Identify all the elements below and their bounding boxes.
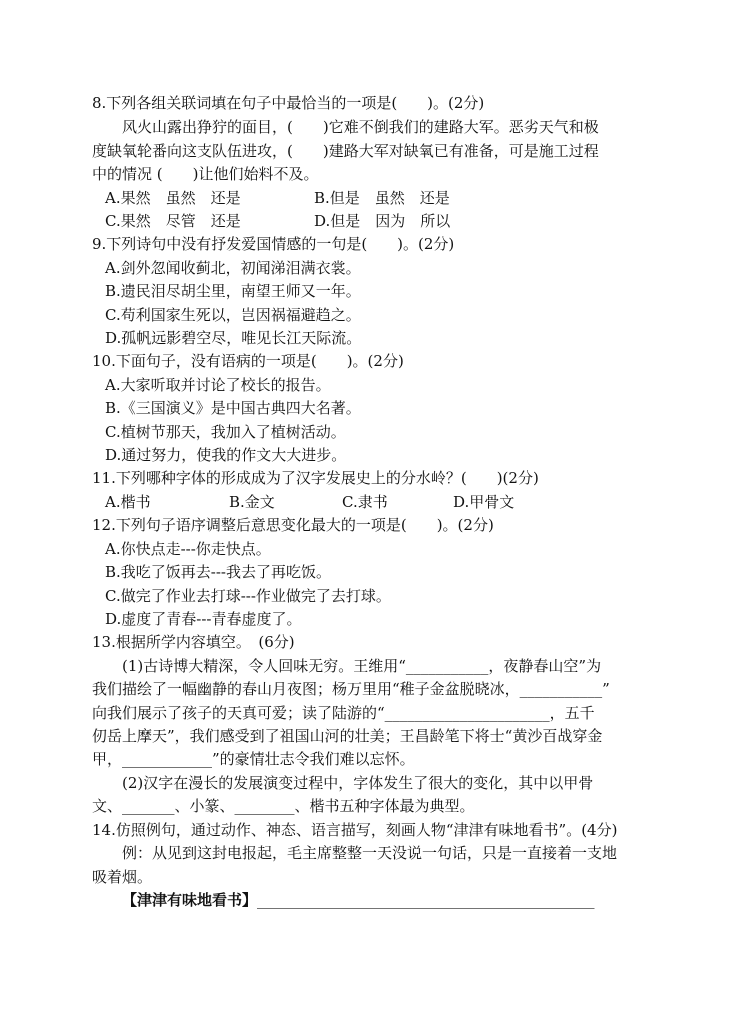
q9-option-b: B.遗民泪尽胡尘里，南望王师又一年。 bbox=[105, 282, 361, 300]
q11-stem: 11.下列哪种字体的形成成为了汉字发展史上的分水岭？( )(2分) bbox=[92, 469, 539, 487]
q14-answer-blank[interactable]: _____________________________________________ bbox=[257, 891, 595, 909]
q8-option-b: B.但是 虽然 还是 bbox=[314, 189, 450, 207]
q14-example-line: 吸着烟。 bbox=[92, 868, 153, 886]
q13-part2-line: 文、_______、小篆、________、楷书五种字体最为典型。 bbox=[92, 797, 475, 815]
q8-option-d: D.但是 因为 所以 bbox=[314, 212, 451, 230]
q13-part1-line: 我们描绘了一幅幽静的春山月夜图；杨万里用“稚子金盆脱晓冰，___________” bbox=[92, 680, 610, 698]
q8-passage-line: 中的情况 ( )让他们始料不及。 bbox=[92, 165, 319, 183]
q10-stem: 10.下面句子，没有语病的一项是( )。(2分) bbox=[92, 352, 404, 370]
q13-part1-line: 向我们展示了孩子的天真可爱；读了陆游的“______________________，五千 bbox=[92, 704, 595, 722]
q8-option-c: C.果然 尽管 还是 bbox=[105, 212, 241, 230]
q9-option-d: D.孤帆远影碧空尽，唯见长江天际流。 bbox=[105, 329, 362, 347]
q10-option-c: C.植树节那天，我加入了植树活动。 bbox=[105, 423, 346, 441]
q8-option-a: A.果然 虽然 还是 bbox=[105, 189, 241, 207]
q13-part1-line: 甲，____________”的豪情壮志令我们难以忘怀。 bbox=[92, 750, 415, 768]
q12-stem: 12.下列句子语序调整后意思变化最大的一项是( )。(2分) bbox=[92, 516, 494, 534]
q9-option-a: A.剑外忽闻收蓟北，初闻涕泪满衣裳。 bbox=[105, 259, 361, 277]
q9-stem: 9.下列诗句中没有抒发爱国情感的一句是( )。(2分) bbox=[92, 235, 455, 253]
q14-answer-row bbox=[122, 889, 595, 911]
q12-option-a: A.你快点走---你走快点。 bbox=[105, 540, 271, 558]
q12-option-b: B.我吃了饭再去---我去了再吃饭。 bbox=[105, 563, 331, 581]
q13-part1-line: 仞岳上摩天”，我们感受到了祖国山河的壮美；王昌龄笔下将士“黄沙百战穿金 bbox=[92, 727, 603, 745]
q14-answer-label: 【津津有味地看书】 bbox=[122, 891, 258, 909]
q13-stem: 13.根据所学内容填空。 (6分) bbox=[92, 633, 295, 651]
q9-option-c: C.苟利国家生死以，岂因祸福避趋之。 bbox=[105, 306, 361, 324]
q12-option-d: D.虚度了青春---青春虚度了。 bbox=[105, 610, 302, 628]
q11-option-c: C.隶书 bbox=[342, 493, 388, 511]
q8-passage-line: 风火山露出狰狞的面目，( )它难不倒我们的建路大军。恶劣天气和极 bbox=[122, 118, 599, 136]
q11-option-a: A.楷书 bbox=[105, 493, 151, 511]
q12-option-c: C.做完了作业去打球---作业做完了去打球。 bbox=[105, 587, 391, 605]
q11-option-b: B.金文 bbox=[229, 493, 275, 511]
q14-stem: 14.仿照例句，通过动作、神态、语言描写，刻画人物“津津有味地看书”。(4分) bbox=[92, 821, 618, 839]
q8-passage-line: 度缺氧轮番向这支队伍进攻，( )建路大军对缺氧已有准备，可是施工过程 bbox=[92, 142, 599, 160]
q14-example-line: 例：从见到这封电报起，毛主席整整一天没说一句话，只是一直接着一支地 bbox=[122, 844, 618, 862]
q8-stem: 8.下列各组关联词填在句子中最恰当的一项是( )。(2分) bbox=[92, 94, 485, 112]
q10-option-b: B.《三国演义》是中国古典四大名著。 bbox=[105, 399, 361, 417]
q11-option-d: D.甲骨文 bbox=[453, 493, 515, 511]
q10-option-a: A.大家听取并讨论了校长的报告。 bbox=[105, 376, 331, 394]
q10-option-d: D.通过努力，使我的作文大大进步。 bbox=[105, 446, 347, 464]
q13-part1-line: (1)古诗博大精深，令人回味无穷。王维用“___________，夜静春山空”为 bbox=[122, 657, 602, 675]
q13-part2-line: (2)汉字在漫长的发展演变过程中，字体发生了很大的变化，其中以甲骨 bbox=[122, 774, 594, 792]
